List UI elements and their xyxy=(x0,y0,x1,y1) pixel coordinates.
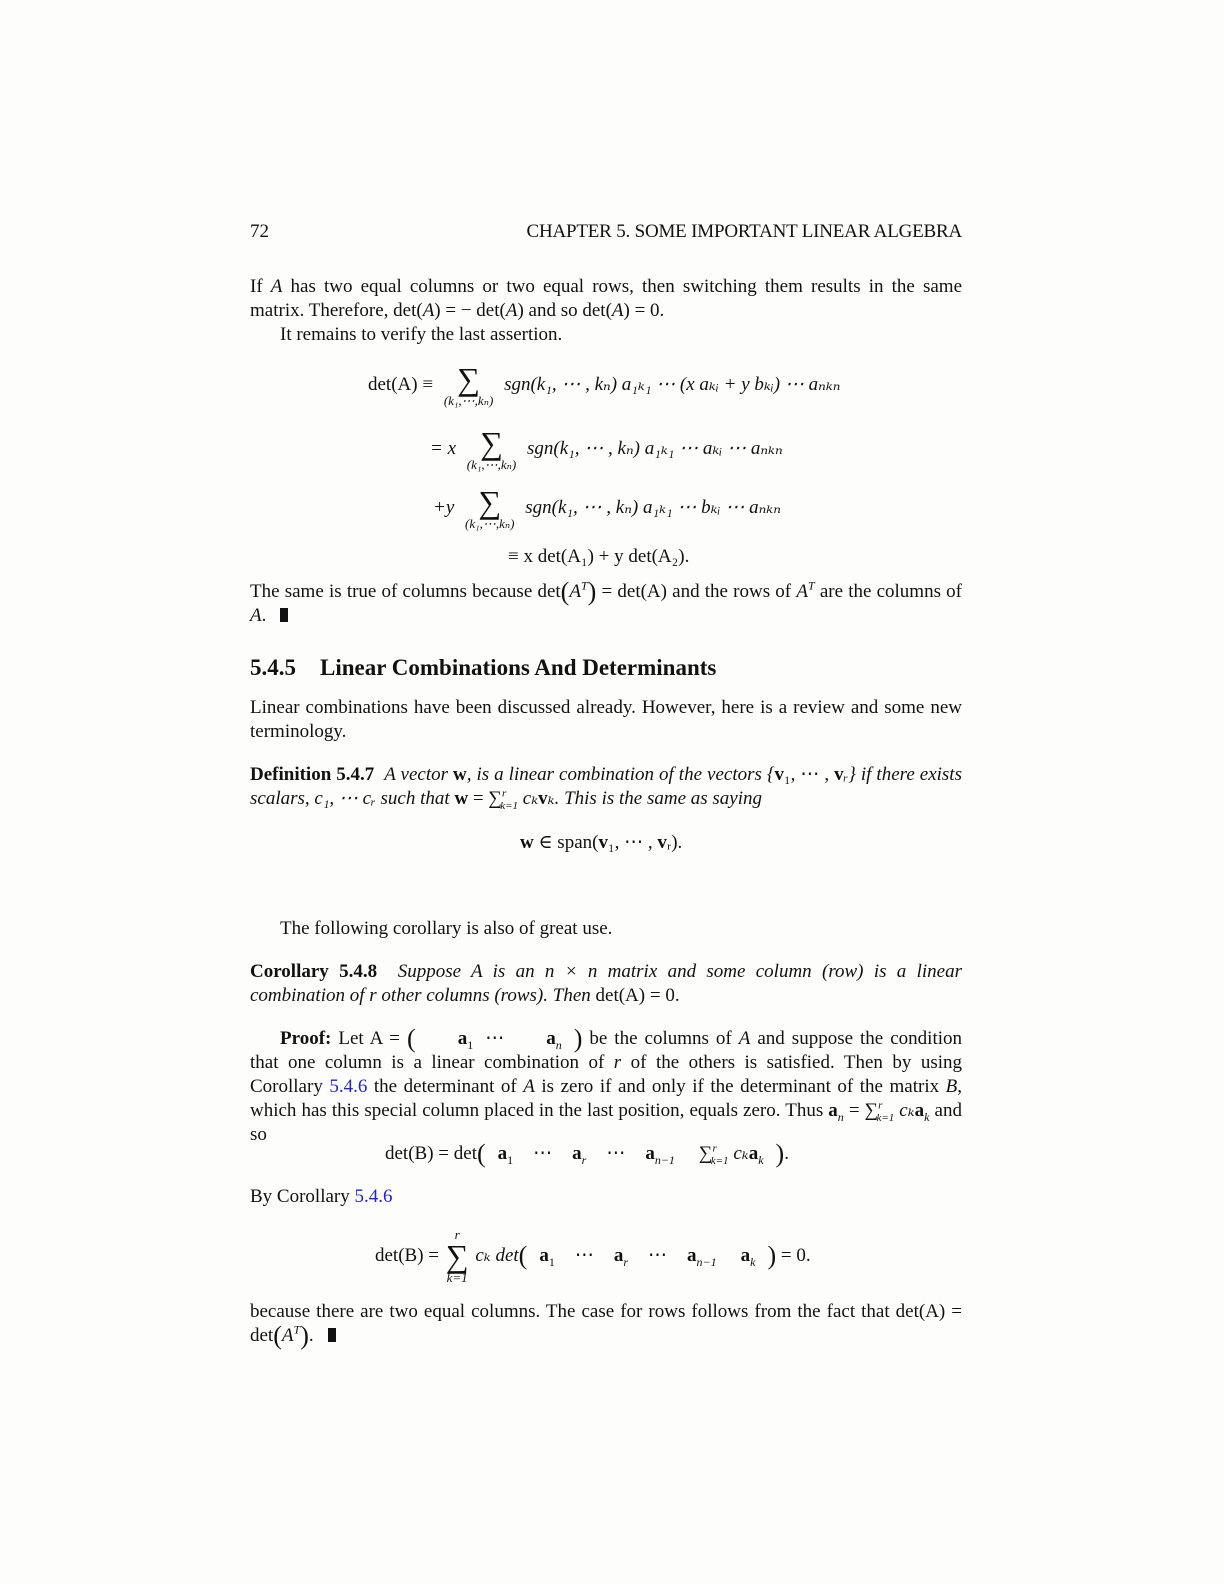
summation: ∑ (k₁,⋯,kₙ) xyxy=(466,425,517,472)
following-paragraph: The following corollary is also of great use. xyxy=(280,918,613,939)
chapter-title: CHAPTER 5. SOME IMPORTANT LINEAR ALGEBRA xyxy=(526,221,962,242)
span-equation: w ∈ span(v₁, ⋯ , vᵣ). xyxy=(520,832,683,853)
detB-equation-2: det(B) = r ∑ k=1 cₖ det( $a_1$ ⋯ $a_r$ ⋯ $a_{n-1}$ $a_k$ ) = 0. xyxy=(375,1227,811,1285)
qed-icon xyxy=(280,608,288,622)
equation-line-1: det(A) ≡ ∑ (k₁,⋯,kₙ) sgn(k₁, ⋯ , kₙ) a₁ₖ₁ ⋯ (x aₖᵢ + y bₖᵢ) ⋯ aₙₖₙ xyxy=(368,361,841,408)
proof-label: Proof: xyxy=(280,1028,332,1049)
detB-equation-1: det(B) = det( $a_1$ ⋯ $a_r$ ⋯ $a_{n-1}$ ∑$^r_{k=1}$ cₖa$_k$ ). xyxy=(385,1139,789,1168)
intro-paragraph xyxy=(250,275,962,347)
intro-text: If A has two equal columns or two equal rows, then switching them results in the same matrix. Therefore, det(A) = − det(A) and so det(A) = 0. xyxy=(250,276,962,321)
section-heading: 5.4.5 Linear Combinations And Determinants xyxy=(250,655,717,680)
corollary-5-4-6-link[interactable]: 5.4.6 xyxy=(329,1076,368,1097)
definition-label: Definition 5.4.7 xyxy=(250,764,375,785)
proof-paragraph: Proof: Let A = ( $a_1$ ⋯ $a_n$ ) be the columns of A and suppose the condition that one column is a linear combination of r of the others is satisfied. Then by using Corollary 5.4.6 the determinant of A is zero if and only if the determinant of the matrix B, which has this special column placed in the last position, equals zero. Thus $a_n = \sum^r_{k=1}$ cₖa$_k$ and so xyxy=(250,1024,963,1145)
corollary-5-4-8: Corollary 5.4.8 Suppose A is an n × n matrix and some column (row) is a linear combination of r other columns (rows). Then det(A) = 0. xyxy=(250,961,963,1006)
page-number: 72 xyxy=(250,221,269,242)
corollary-label: Corollary 5.4.8 xyxy=(250,961,378,982)
intro-text-2: It remains to verify the last assertion. xyxy=(280,324,563,345)
summation: ∑ (k₁,⋯,kₙ) xyxy=(443,361,494,408)
definition-5-4-7: Definition 5.4.7 A vector w, is a linear combination of the vectors {v₁, ⋯ , vᵣ} if there exists scalars, c₁, ⋯ cᵣ such that w = ∑$^r_{k=1}$ cₖvₖ. This is the same as saying xyxy=(250,764,962,812)
closing-paragraph: because there are two equal columns. The case for rows follows from the fact that $\det(A) = \det(A^T)$. xyxy=(250,1301,962,1350)
equation-line-4: ≡ x det(A₁) + y det(A₂). xyxy=(508,546,690,567)
summation: r ∑ k=1 xyxy=(445,1227,469,1285)
running-header xyxy=(250,220,962,244)
equation-line-3: +y ∑ (k₁,⋯,kₙ) sgn(k₁, ⋯ , kₙ) a₁ₖ₁ ⋯ bₖᵢ ⋯ aₙₖₙ xyxy=(433,484,781,531)
qed-icon xyxy=(328,1328,336,1342)
summation: ∑ (k₁,⋯,kₙ) xyxy=(465,484,515,531)
section-intro: Linear combinations have been discussed already. However, here is a review and some new terminology. xyxy=(250,697,962,742)
equation-line-2: = x ∑ (k₁,⋯,kₙ) sgn(k₁, ⋯ , kₙ) a₁ₖ₁ ⋯ aₖᵢ ⋯ aₙₖₙ xyxy=(430,425,783,472)
by-corollary-line: By Corollary 5.4.6 xyxy=(250,1186,393,1207)
transpose-paragraph: The same is true of columns because $\det(A^T) = \det(A)$ and the rows of $A^T$ are the columns of A. xyxy=(250,577,962,626)
corollary-5-4-6-link[interactable]: 5.4.6 xyxy=(354,1186,393,1207)
